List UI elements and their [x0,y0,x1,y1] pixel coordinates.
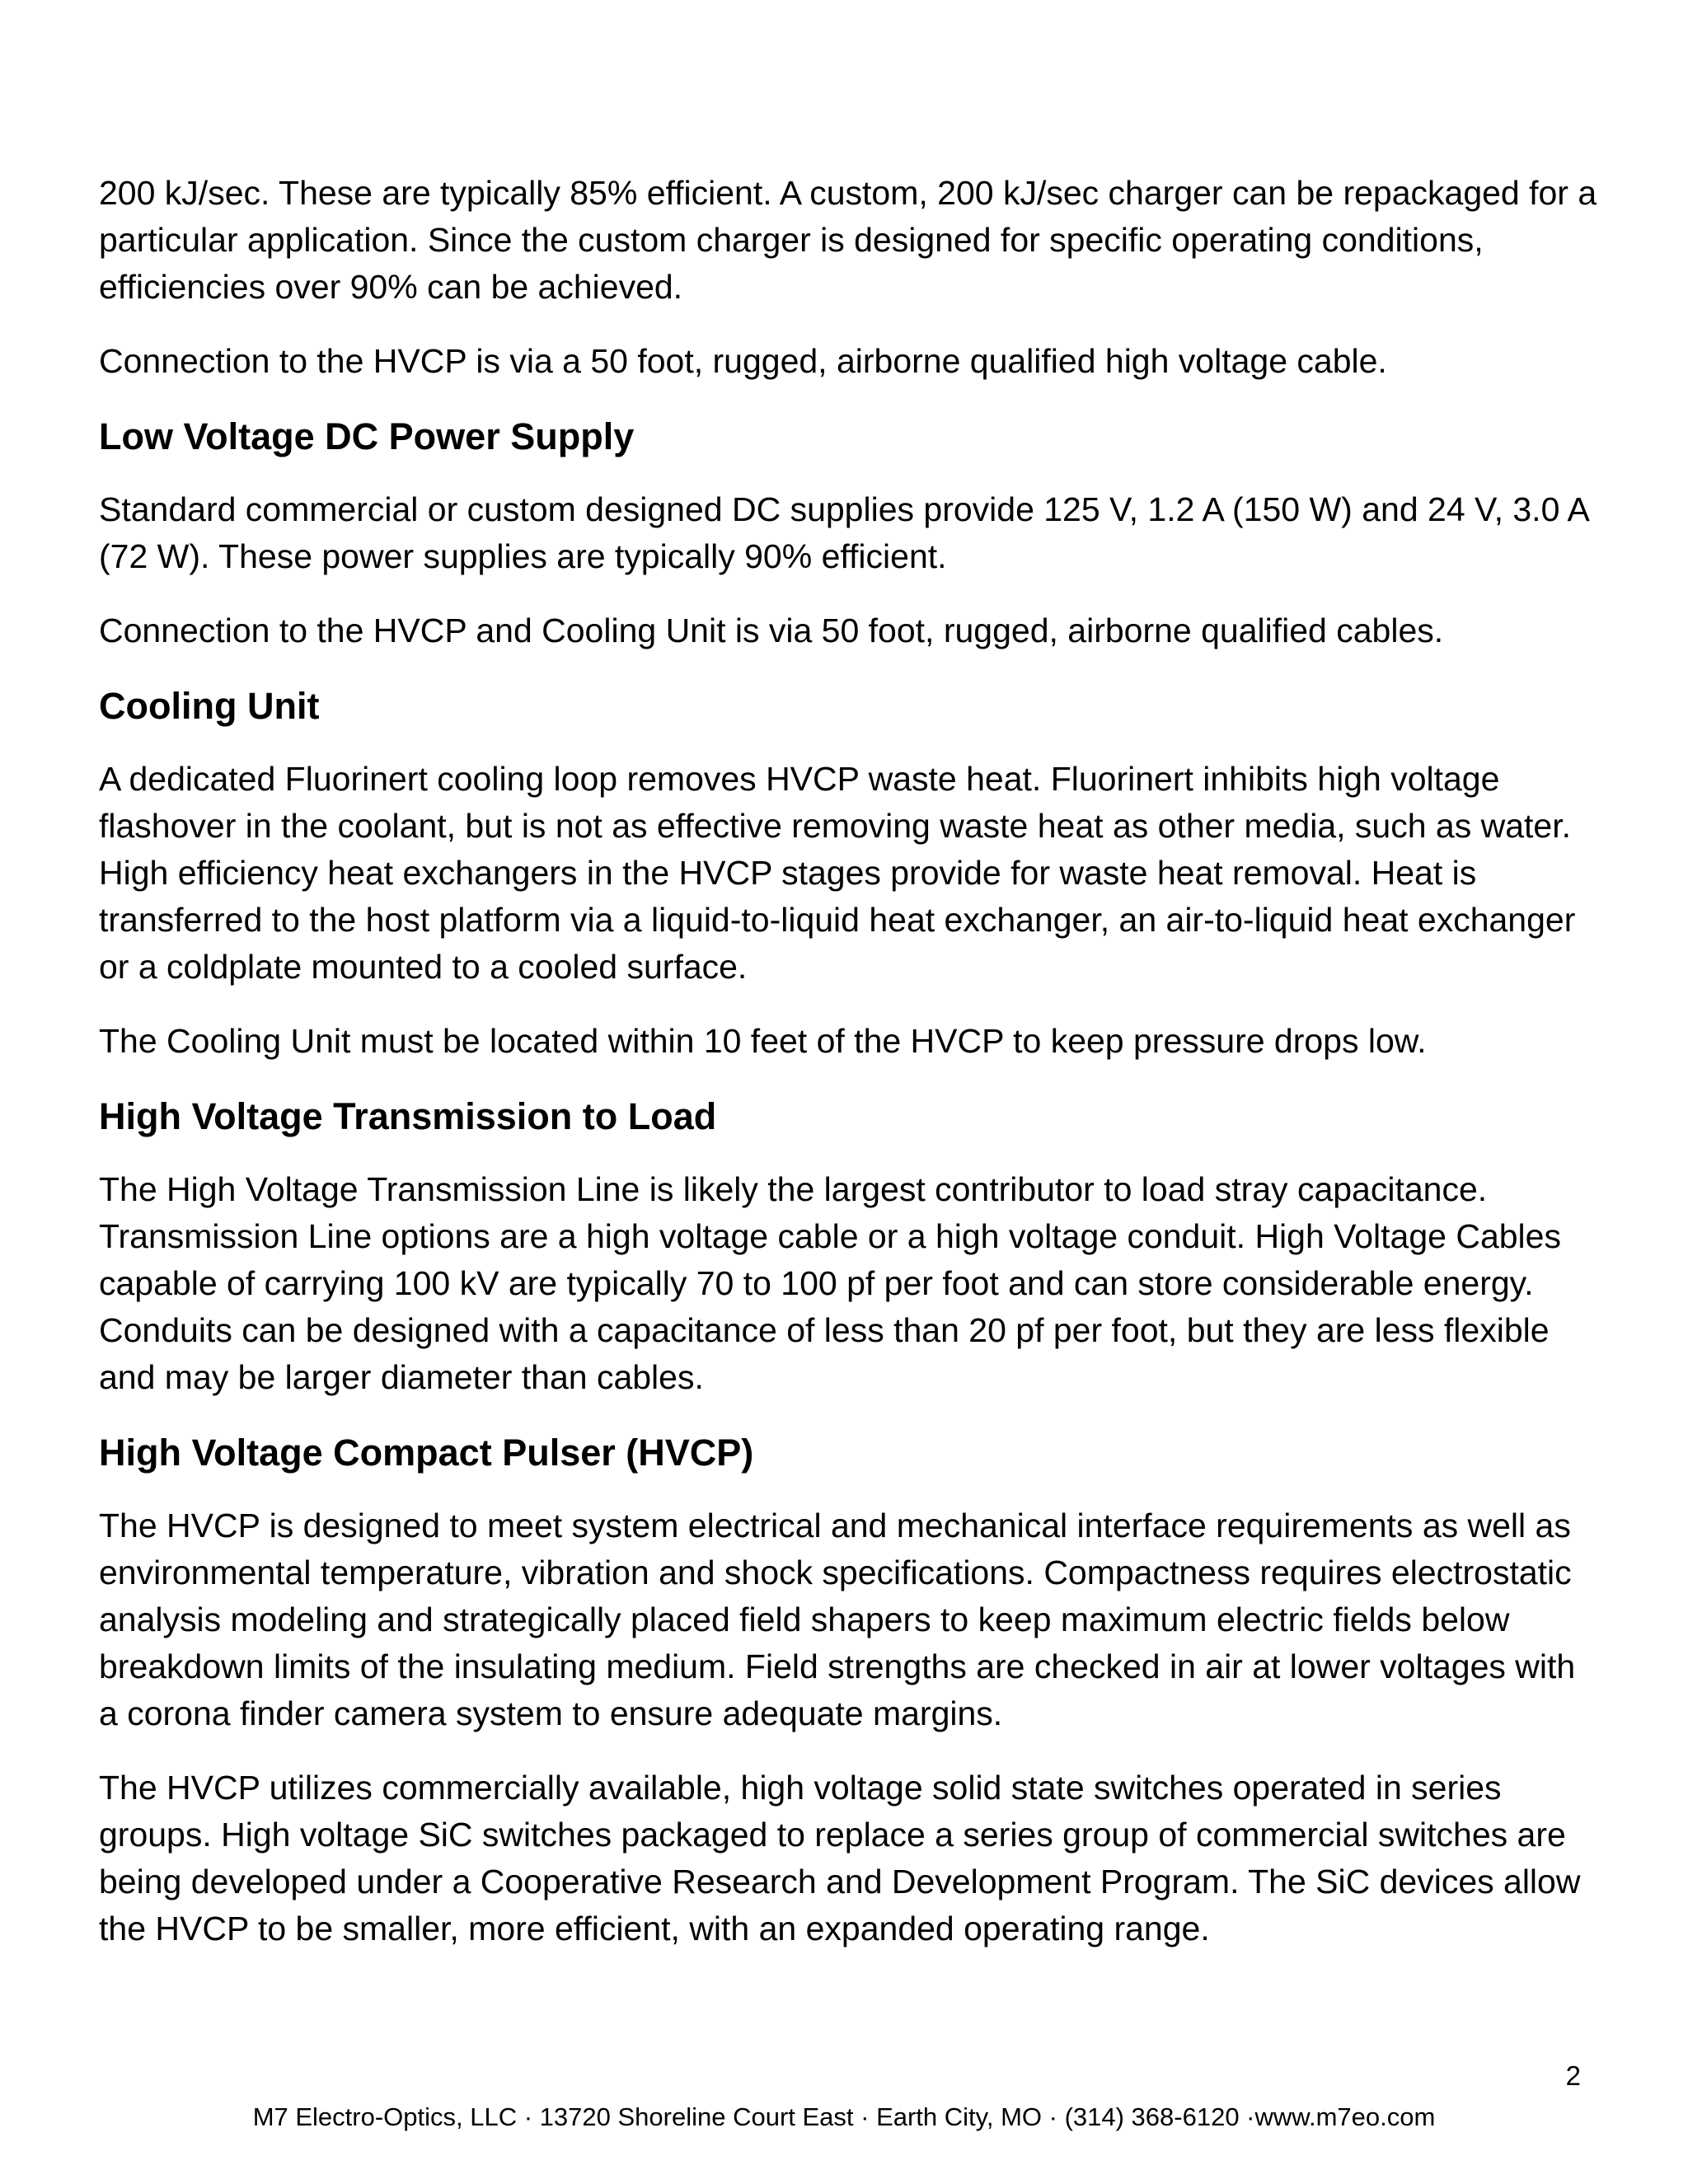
heading-hvcp: High Voltage Compact Pulser (HVCP) [99,1432,754,1474]
paragraph-charger-connection: Connection to the HVCP is via a 50 foot, rugged, airborne qualified high voltage cable. [99,342,1387,380]
heading-cooling-unit: Cooling Unit [99,685,320,727]
heading-high-voltage-transmission: High Voltage Transmission to Load [99,1095,717,1137]
paragraph-cooling-location: The Cooling Unit must be located within 10 feet of the HVCP to keep pressure drops low. [99,1022,1427,1060]
page-footer: M7 Electro-Optics, LLC · 13720 Shoreline Court East · Earth City, MO · (314) 368-6120 ·www.m7eo.com [252,2102,1436,2131]
page-number: 2 [1565,2060,1581,2091]
paragraph-transmission-line: The High Voltage Transmission Line is likely the largest contributor to load stray capacitance. Transmission Line options are a high voltage cable or a high voltage conduit. High Voltage Cables capable of carrying 100 kV are typically 70 to 100 pf per foot and can store considerable energy. Conduits can be designed with a capacitance of less than 20 pf per foot, but they are less flexible and may be larger diameter than cables. [99,1170,1561,1396]
paragraph-cooling-loop: A dedicated Fluorinert cooling loop removes HVCP waste heat. Fluorinert inhibits high voltage flashover in the coolant, but is not as effective removing waste heat as other media, such as water. High efficiency heat exchangers in the HVCP stages provide for waste heat removal. Heat is transferred to the host platform via a liquid-to-liquid heat exchanger, an air-to-liquid heat exchanger or a coldplate mounted to a cooled surface. [99,760,1576,986]
paragraph-charger-efficiency: 200 kJ/sec. These are typically 85% efficient. A custom, 200 kJ/sec charger can be repackaged for a particular application. Since the custom charger is designed for specific operating conditions, efficiencies over 90% can be achieved. [99,174,1597,306]
document-body [99,170,1599,1980]
paragraph-dc-connection: Connection to the HVCP and Cooling Unit is via 50 foot, rugged, airborne qualified cables. [99,612,1444,649]
paragraph-hvcp-design: The HVCP is designed to meet system electrical and mechanical interface requirements as well as environmental temperature, vibration and shock specifications. Compactness requires electrostatic analysis modeling and strategically placed field shapers to keep maximum electric fields below breakdown limits of the insulating medium. Field strengths are checked in air at lower voltages with a corona finder camera system to ensure adequate margins. [99,1507,1576,1732]
paragraph-dc-supplies: Standard commercial or custom designed DC supplies provide 125 V, 1.2 A (150 W) and 24 V, 3.0 A (72 W). These power supplies are typically 90% efficient. [99,490,1588,575]
paragraph-hvcp-switches: The HVCP utilizes commercially available, high voltage solid state switches operated in series groups. High voltage SiC switches packaged to replace a series group of commercial switches are being developed under a Cooperative Research and Development Program. The SiC devices allow the HVCP to be smaller, more efficient, with an expanded operating range. [99,1769,1581,1947]
heading-low-voltage-dc-power-supply: Low Voltage DC Power Supply [99,415,635,457]
